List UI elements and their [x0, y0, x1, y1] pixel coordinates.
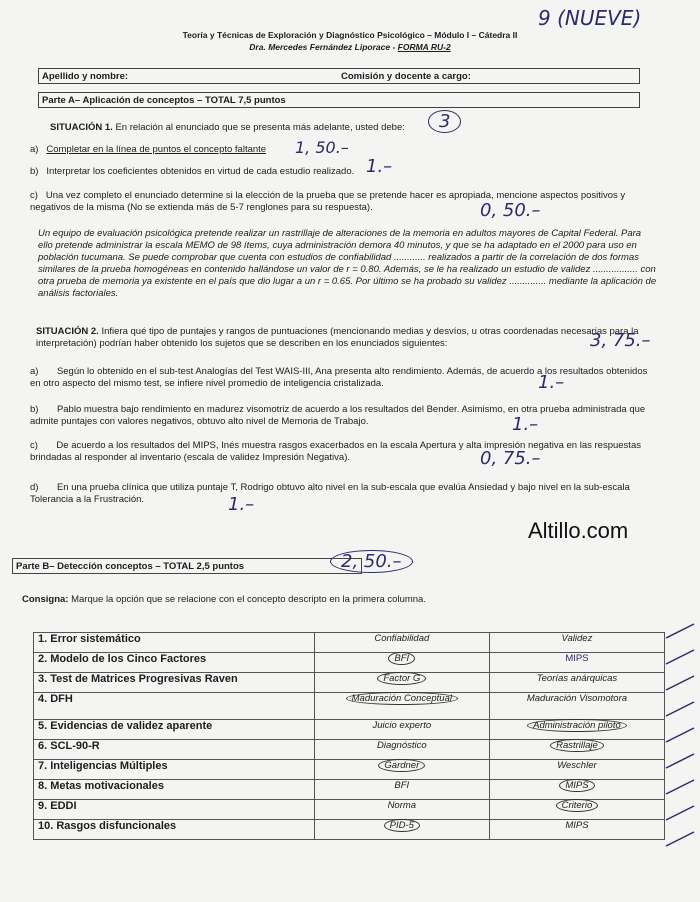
- concept-cell: 7. Inteligencias Múltiples: [34, 760, 315, 780]
- option-2-cell: [489, 720, 664, 740]
- table-row: [34, 780, 665, 800]
- concept-cell: 10. Rasgos disfuncionales: [34, 820, 315, 840]
- item-letter: a): [30, 366, 39, 377]
- concept-cell: 6. SCL-90-R: [34, 740, 315, 760]
- sit1-item-c-score: 0, 50.–: [480, 200, 541, 221]
- selected-option: PID-5: [384, 819, 420, 832]
- concept-cell: 2. Modelo de los Cinco Factores: [34, 653, 315, 673]
- selected-option: Maduración Conceptual: [346, 692, 458, 705]
- sit1-item-a-score: 1, 50.–: [295, 138, 349, 157]
- table-row: [34, 800, 665, 820]
- situation-1-score: 3: [428, 110, 461, 133]
- situation-2-lead: SITUACIÓN 2.: [36, 326, 99, 337]
- sit2-item-a: [30, 366, 660, 390]
- item-letter: c): [30, 440, 38, 451]
- check-marks-icon: [664, 620, 698, 870]
- table-row: [34, 740, 665, 760]
- situation-2-score: 3, 75.–: [590, 330, 651, 351]
- table-row: [34, 653, 665, 673]
- option-2-cell: [489, 740, 664, 760]
- concept-cell: 3. Test de Matrices Progresivas Raven: [34, 673, 315, 693]
- selected-option: Administración piloto: [527, 719, 627, 732]
- part-b-instruction: [22, 594, 662, 606]
- option-2-cell: Validez: [489, 633, 664, 653]
- item-letter: c): [30, 190, 38, 201]
- sit1-item-c: [30, 190, 650, 214]
- part-b-title: Parte B– Detección conceptos – TOTAL 2,5 puntos: [12, 558, 362, 574]
- exam-author-line: Dra. Mercedes Fernández Liporace - FORMA RU-2: [249, 42, 451, 52]
- option-1-cell: BFI: [314, 780, 489, 800]
- sit2-item-c: [30, 440, 666, 464]
- option-1-cell: [314, 653, 489, 673]
- form-label: FORMA RU-2: [397, 42, 451, 52]
- concept-cell: 9. EDDI: [34, 800, 315, 820]
- situation-1-case-text: Un equipo de evaluación psicológica pretende realizar un rastrillaje de alteraciones de la memoria en adultos mayores de Capital Federal. Para ello pretende administrar la escala MEMO de 98 ítems, cuya administración demora 40 minutos, y que se ha adaptado en el 2000 para uso en población tucumana. Se puede comprobar que cuenta con estudios de confiabilidad ............ realizados a partir de la correlación de dos formas similares de la prueba homogéneas en contenido hallándose un valor de r = 0.80. Además, se le ha realizado un estudio de validez ................. con otra prueba de memoria ya existente en el país que dio lugar a un r = 0.65. Por último se ha probado su validez .............. mediante la aplicación de análisis factoriales.: [38, 228, 657, 299]
- name-label: Apellido y nombre:: [42, 71, 129, 82]
- part-a-title: Parte A– Aplicación de conceptos – TOTAL 7,5 puntos: [38, 92, 640, 108]
- sit2-item-d-score: 1.–: [228, 494, 255, 515]
- selected-option: Factor G: [377, 672, 426, 685]
- selected-option: Rastrillaje: [550, 739, 604, 752]
- option-1-cell: [314, 820, 489, 840]
- option-2-cell: MIPS: [489, 820, 664, 840]
- table-row: [34, 633, 665, 653]
- final-grade: 9 (NUEVE): [538, 6, 642, 30]
- item-text: Completar en la línea de puntos el concepto faltante: [46, 144, 267, 155]
- option-1-cell: Confiabilidad: [314, 633, 489, 653]
- concepts-table: [33, 632, 665, 840]
- exam-title: Teoría y Técnicas de Exploración y Diagnóstico Psicológico – Módulo I – Cátedra II: [182, 30, 518, 40]
- option-2-text: MIPS: [565, 653, 589, 664]
- option-1-cell: Juicio experto: [314, 720, 489, 740]
- item-letter: a): [30, 144, 39, 155]
- exam-author: Dra. Mercedes Fernández Liporace: [249, 42, 391, 52]
- commission-label: Comisión y docente a cargo:: [341, 71, 471, 82]
- situation-2-intro: [36, 326, 666, 350]
- option-2-cell: [489, 800, 664, 820]
- instruction-lead: Consigna:: [22, 594, 69, 605]
- item-text: Interpretar los coeficientes obtenidos en virtud de cada estudio realizado.: [46, 166, 355, 177]
- option-1-cell: Norma: [314, 800, 489, 820]
- situation-1-text: En relación al enunciado que se presenta más adelante, usted debe:: [115, 122, 405, 133]
- instruction-text: Marque la opción que se relacione con el concepto descripto en la primera columna.: [71, 594, 426, 605]
- selected-option: BFI: [388, 652, 415, 665]
- concept-cell: 8. Metas motivacionales: [34, 780, 315, 800]
- table-row: [34, 673, 665, 693]
- item-text: Pablo muestra bajo rendimiento en madurez visomotriz de acuerdo a los resultados del Bender. Asimismo, en otra prueba administrada que admite puntajes con valores negativos, obtuvo alto nivel de Memoria de Trabajo.: [30, 404, 646, 427]
- situation-2-text: Infiera qué tipo de puntajes y rangos de puntuaciones (mencionando medias y desvíos, u otras coordenadas necesarias para la interpretación) podrían haber obtenido los sujetos que se describen en los enunciados siguientes:: [36, 326, 639, 349]
- sit2-item-b-score: 1.–: [512, 414, 539, 435]
- option-1-cell: [314, 673, 489, 693]
- option-1-cell: [314, 693, 489, 720]
- item-text: De acuerdo a los resultados del MIPS, Inés muestra rasgos exacerbados en la escala Apertura y alta impresión negativa en las respuestas brindadas al responder al inventario (escala de validez Impresión Negativa).: [30, 440, 641, 463]
- table-row: [34, 820, 665, 840]
- concept-cell: 5. Evidencias de validez aparente: [34, 720, 315, 740]
- concept-cell: 4. DFH: [34, 693, 315, 720]
- item-letter: b): [30, 166, 39, 177]
- table-row: [34, 720, 665, 740]
- sit1-item-a: [30, 144, 670, 156]
- item-text: Según lo obtenido en el sub-test Analogías del Test WAIS-III, Ana presenta alto rendimiento. Además, de acuerdo a los resultados obtenidos en otro aspecto del mismo test, se infiere nivel promedio de inteligencia cristalizada.: [30, 366, 648, 389]
- option-2-cell: Teorías anárquicas: [489, 673, 664, 693]
- item-text: En una prueba clínica que utiliza puntaje T, Rodrigo obtuvo alto nivel en la sub-escala que evalúa Ansiedad y bajo nivel en la sub-escala Tolerancia a la Frustración.: [30, 482, 630, 505]
- sit2-item-b: [30, 404, 660, 428]
- sit2-item-c-score: 0, 75.–: [480, 448, 541, 469]
- option-1-cell: Diagnóstico: [314, 740, 489, 760]
- item-letter: d): [30, 482, 39, 493]
- concept-cell: 1. Error sistemático: [34, 633, 315, 653]
- sit1-item-b: [30, 166, 670, 178]
- option-1-cell: [314, 760, 489, 780]
- sit2-item-d: [30, 482, 666, 506]
- selected-option: Criterio: [556, 799, 599, 812]
- option-2-cell: Maduración Visomotora: [489, 693, 664, 720]
- watermark: Altillo.com: [528, 518, 629, 543]
- option-2-cell: [489, 653, 664, 673]
- situation-1-intro: [50, 122, 690, 134]
- part-b-score: 2, 50.–: [330, 550, 413, 573]
- situation-1-lead: SITUACIÓN 1.: [50, 122, 113, 133]
- item-letter: b): [30, 404, 39, 415]
- student-info-box: [38, 68, 640, 84]
- selected-option: Gardner: [378, 759, 425, 772]
- table-row: [34, 693, 665, 720]
- sit2-item-a-score: 1.–: [538, 372, 565, 393]
- item-text: Una vez completo el enunciado determine si la elección de la prueba que se pretende hacer es apropiada, mencione aspectos positivos y negativos de la misma (No se extienda más de 5-7 renglones para su respuesta).: [30, 190, 626, 213]
- table-row: [34, 760, 665, 780]
- sit1-item-b-score: 1.–: [366, 156, 393, 177]
- option-2-cell: [489, 780, 664, 800]
- selected-option: MIPS: [559, 779, 594, 792]
- option-2-cell: Weschler: [489, 760, 664, 780]
